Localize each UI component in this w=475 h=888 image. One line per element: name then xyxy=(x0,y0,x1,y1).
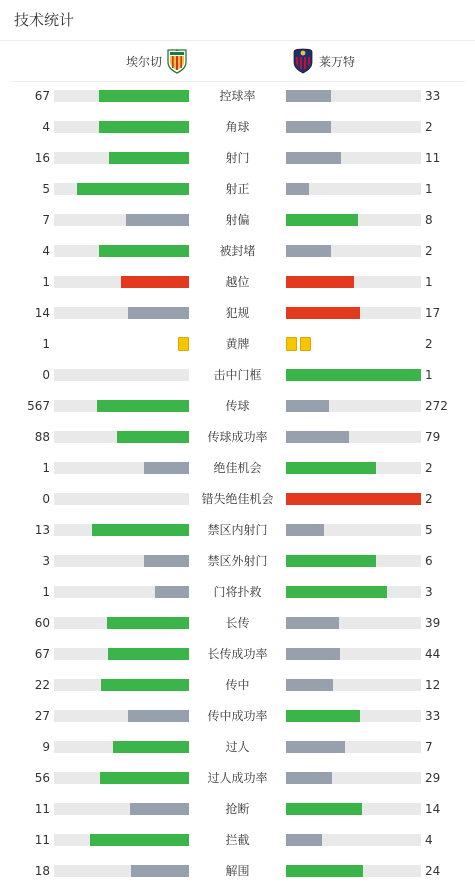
stat-label: 控球率 xyxy=(219,89,256,103)
home-value: 4 xyxy=(42,244,50,258)
stat-label: 解围 xyxy=(225,864,250,878)
stat-label: 拦截 xyxy=(225,833,250,847)
away-bar-track xyxy=(286,369,421,381)
home-value: 3 xyxy=(42,554,50,568)
away-bar-track xyxy=(286,307,421,319)
away-bar-fill xyxy=(286,865,363,877)
home-bar-track xyxy=(54,679,189,691)
page-title: 技术统计 xyxy=(14,11,75,29)
away-value: 4 xyxy=(425,833,433,847)
away-bar-fill xyxy=(286,121,331,133)
home-bar-fill xyxy=(107,617,189,629)
home-bar-fill xyxy=(77,183,189,195)
home-bar-track xyxy=(54,741,189,753)
home-bar-track xyxy=(54,121,189,133)
home-bar-track xyxy=(54,307,189,319)
stat-label: 过人 xyxy=(225,740,250,754)
home-bar-track xyxy=(54,152,189,164)
away-bar-fill xyxy=(286,307,360,319)
home-bar-track xyxy=(54,834,189,846)
away-value: 1 xyxy=(425,275,433,289)
away-bar-fill xyxy=(286,834,322,846)
away-bar-track xyxy=(286,710,421,722)
home-value: 88 xyxy=(34,430,50,444)
home-bar-track xyxy=(54,183,189,195)
away-value: 1 xyxy=(425,368,433,382)
away-bar-track xyxy=(286,214,421,226)
home-bar-fill xyxy=(155,586,189,598)
away-bar-fill xyxy=(286,214,358,226)
away-team-name[interactable]: 莱万特 xyxy=(319,55,356,69)
header-divider xyxy=(10,81,465,82)
away-value: 272 xyxy=(425,399,448,413)
away-value: 2 xyxy=(425,492,433,506)
home-cards xyxy=(178,337,189,351)
away-value: 79 xyxy=(425,430,441,444)
away-value: 17 xyxy=(425,306,441,320)
home-bar-track xyxy=(54,493,189,505)
away-bar-track xyxy=(286,524,421,536)
stat-label: 禁区外射门 xyxy=(207,554,268,568)
home-bar-fill xyxy=(144,462,189,474)
home-value: 567 xyxy=(27,399,50,413)
home-value: 7 xyxy=(42,213,50,227)
away-value: 39 xyxy=(425,616,441,630)
home-bar-fill xyxy=(126,214,189,226)
stat-label: 射偏 xyxy=(225,213,250,227)
home-bar-fill xyxy=(108,648,189,660)
home-value: 0 xyxy=(42,492,50,506)
home-bar-track xyxy=(54,710,189,722)
home-value: 56 xyxy=(34,771,50,785)
stat-label: 传中成功率 xyxy=(207,709,268,723)
away-bar-track xyxy=(286,121,421,133)
away-bar-fill xyxy=(286,183,309,195)
team-header xyxy=(0,46,475,76)
stat-label: 错失绝佳机会 xyxy=(201,492,274,506)
away-value: 6 xyxy=(425,554,433,568)
home-bar-track xyxy=(54,214,189,226)
away-bar-fill xyxy=(286,245,331,257)
away-bar-fill xyxy=(286,276,354,288)
away-bar-track xyxy=(286,803,421,815)
away-bar-track xyxy=(286,152,421,164)
away-bar-fill xyxy=(286,431,349,443)
away-bar-track xyxy=(286,617,421,629)
away-bar-track xyxy=(286,772,421,784)
home-value: 16 xyxy=(34,151,50,165)
home-bar-fill xyxy=(97,400,189,412)
away-bar-track xyxy=(286,462,421,474)
away-bar-track xyxy=(286,679,421,691)
stat-label: 禁区内射门 xyxy=(207,523,268,537)
home-bar-track xyxy=(54,400,189,412)
away-value: 29 xyxy=(425,771,441,785)
away-bar-fill xyxy=(286,741,345,753)
stat-label: 传中 xyxy=(225,678,250,692)
away-bar-fill xyxy=(286,679,333,691)
home-bar-track xyxy=(54,586,189,598)
home-value: 1 xyxy=(42,461,50,475)
away-bar-fill xyxy=(286,586,387,598)
away-bar-track xyxy=(286,245,421,257)
stat-label: 越位 xyxy=(225,275,250,289)
home-bar-track xyxy=(54,772,189,784)
away-bar-track xyxy=(286,90,421,102)
stat-label: 被封堵 xyxy=(219,244,256,258)
away-bar-track xyxy=(286,400,421,412)
stat-label: 门将扑救 xyxy=(213,585,262,599)
home-value: 1 xyxy=(42,337,50,351)
home-bar-fill xyxy=(113,741,189,753)
away-bar-fill xyxy=(286,493,421,505)
home-bar-fill xyxy=(90,834,189,846)
home-bar-track xyxy=(54,648,189,660)
home-bar-fill xyxy=(128,710,189,722)
away-value: 2 xyxy=(425,461,433,475)
away-bar-track xyxy=(286,648,421,660)
yellow-card-icon xyxy=(286,337,297,351)
home-bar-fill xyxy=(144,555,189,567)
away-value: 3 xyxy=(425,585,433,599)
away-bar-track xyxy=(286,741,421,753)
home-bar-fill xyxy=(117,431,189,443)
home-bar-track xyxy=(54,803,189,815)
home-bar-track xyxy=(54,617,189,629)
home-value: 11 xyxy=(34,802,50,816)
stat-label: 射正 xyxy=(225,182,250,196)
home-value: 14 xyxy=(34,306,50,320)
stat-label: 传球成功率 xyxy=(207,430,268,444)
away-value: 8 xyxy=(425,213,433,227)
home-value: 60 xyxy=(34,616,50,630)
title-divider xyxy=(0,40,475,41)
away-bar-fill xyxy=(286,369,421,381)
away-bar-fill xyxy=(286,555,376,567)
away-team-crest-icon[interactable] xyxy=(292,48,314,74)
away-bar-track xyxy=(286,183,421,195)
away-value: 2 xyxy=(425,244,433,258)
away-bar-fill xyxy=(286,772,332,784)
home-bar-track xyxy=(54,276,189,288)
home-bar-track xyxy=(54,369,189,381)
away-bar-fill xyxy=(286,617,339,629)
home-value: 1 xyxy=(42,275,50,289)
stat-row xyxy=(0,864,475,888)
home-bar-track xyxy=(54,90,189,102)
home-value: 5 xyxy=(42,182,50,196)
home-bar-track xyxy=(54,524,189,536)
away-value: 1 xyxy=(425,182,433,196)
stat-label: 长传成功率 xyxy=(207,647,268,661)
stat-label: 击中门框 xyxy=(213,368,262,382)
home-bar-track xyxy=(54,462,189,474)
home-bar-fill xyxy=(128,307,189,319)
away-bar-track xyxy=(286,493,421,505)
away-bar-track xyxy=(286,586,421,598)
stat-label: 黄牌 xyxy=(225,337,250,351)
home-bar-fill xyxy=(121,276,189,288)
home-value: 13 xyxy=(34,523,50,537)
home-value: 0 xyxy=(42,368,50,382)
home-value: 1 xyxy=(42,585,50,599)
away-bar-fill xyxy=(286,710,360,722)
away-value: 2 xyxy=(425,337,433,351)
stat-label: 犯规 xyxy=(225,306,250,320)
away-value: 33 xyxy=(425,709,441,723)
stat-label: 角球 xyxy=(225,120,250,134)
stat-label: 射门 xyxy=(225,151,250,165)
home-value: 22 xyxy=(34,678,50,692)
away-cards xyxy=(286,337,311,351)
away-bar-fill xyxy=(286,152,341,164)
stat-label: 过人成功率 xyxy=(207,771,268,785)
away-bar-track xyxy=(286,276,421,288)
away-bar-fill xyxy=(286,90,331,102)
away-value: 7 xyxy=(425,740,433,754)
home-bar-fill xyxy=(109,152,189,164)
stat-label: 抢断 xyxy=(225,802,250,816)
stat-label: 长传 xyxy=(225,616,250,630)
away-value: 11 xyxy=(425,151,441,165)
away-bar-fill xyxy=(286,648,340,660)
home-bar-track xyxy=(54,865,189,877)
home-value: 9 xyxy=(42,740,50,754)
away-value: 24 xyxy=(425,864,441,878)
home-bar-fill xyxy=(92,524,189,536)
home-value: 27 xyxy=(34,709,50,723)
stats-list xyxy=(0,89,475,888)
away-bar-fill xyxy=(286,803,362,815)
home-bar-fill xyxy=(130,803,189,815)
yellow-card-icon xyxy=(300,337,311,351)
away-value: 33 xyxy=(425,89,441,103)
yellow-card-icon xyxy=(178,337,189,351)
away-bar-fill xyxy=(286,524,324,536)
home-value: 67 xyxy=(34,647,50,661)
home-bar-fill xyxy=(131,865,189,877)
home-bar-fill xyxy=(101,679,189,691)
home-bar-fill xyxy=(99,90,189,102)
away-bar-fill xyxy=(286,462,376,474)
home-bar-fill xyxy=(99,121,189,133)
stat-label: 传球 xyxy=(225,399,250,413)
home-value: 18 xyxy=(34,864,50,878)
away-value: 12 xyxy=(425,678,441,692)
home-bar-fill xyxy=(100,772,189,784)
stat-label: 绝佳机会 xyxy=(213,461,262,475)
home-team-name[interactable]: 埃尔切 xyxy=(125,55,162,69)
home-value: 4 xyxy=(42,120,50,134)
away-bar-track xyxy=(286,834,421,846)
away-value: 5 xyxy=(425,523,433,537)
away-value: 2 xyxy=(425,120,433,134)
away-bar-track xyxy=(286,555,421,567)
home-value: 67 xyxy=(34,89,50,103)
away-value: 14 xyxy=(425,802,441,816)
home-team-crest-icon[interactable] xyxy=(166,48,188,74)
away-bar-track xyxy=(286,431,421,443)
home-bar-track xyxy=(54,245,189,257)
away-bar-track xyxy=(286,865,421,877)
away-bar-fill xyxy=(286,400,329,412)
home-bar-fill xyxy=(99,245,189,257)
away-value: 44 xyxy=(425,647,441,661)
home-bar-track xyxy=(54,431,189,443)
home-value: 11 xyxy=(34,833,50,847)
home-bar-track xyxy=(54,555,189,567)
